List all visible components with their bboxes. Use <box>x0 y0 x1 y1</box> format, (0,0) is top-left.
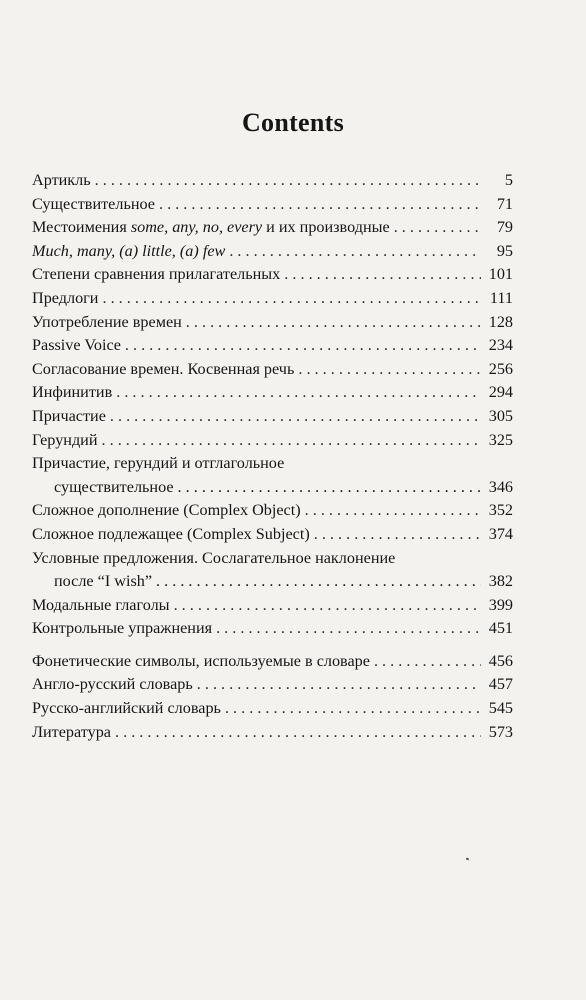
dot-leader <box>394 217 481 237</box>
toc-entry-label: Фонетические символы, используемые в словаре <box>32 651 370 670</box>
toc-entry-page: 95 <box>496 241 513 260</box>
toc-entry-label: Сложное подлежащее (Complex Subject) <box>32 524 310 543</box>
toc-entry-page: 456 <box>488 651 513 670</box>
toc-entry-label: Модальные глаголы <box>32 595 170 614</box>
toc-entry-label: Артикль <box>32 171 91 189</box>
dot-leader <box>156 571 481 591</box>
toc-entry[interactable] <box>32 595 513 615</box>
toc-appendix-entry[interactable] <box>32 674 513 694</box>
dot-leader <box>216 618 481 638</box>
toc-entry-page: 399 <box>488 595 513 614</box>
toc-entry-label: Степени сравнения прилагательных <box>32 265 281 284</box>
toc-entry[interactable] <box>32 170 513 190</box>
toc-entry-page: 374 <box>488 524 513 543</box>
print-speck <box>466 858 470 861</box>
toc-entry-page: 101 <box>488 265 513 284</box>
page-title: Contents <box>241 108 345 137</box>
toc-entry-label: Герундий <box>32 430 98 449</box>
toc-entry[interactable] <box>32 453 513 497</box>
toc-entry-label: Употребление времен <box>32 312 182 331</box>
dot-leader <box>174 595 481 615</box>
toc-entry-label-line1: Условные предложения. Сослагательное наклонение <box>32 548 396 567</box>
toc-entry-page: 573 <box>488 722 513 741</box>
toc-entry-page: 305 <box>488 406 513 425</box>
toc-entry[interactable] <box>32 217 513 237</box>
toc-entry[interactable] <box>32 430 513 450</box>
toc-entry-page: 71 <box>496 194 513 213</box>
dot-leader <box>102 288 481 308</box>
dot-leader <box>229 241 481 261</box>
toc-entry-label-italic: some, any, no, every <box>130 218 263 237</box>
toc-entry[interactable] <box>32 241 513 261</box>
toc-entry[interactable] <box>32 359 513 379</box>
toc-entry-page: 234 <box>488 336 513 355</box>
toc-entry-label-line2: существительное <box>54 477 174 496</box>
toc-entry[interactable] <box>32 500 513 520</box>
toc-entry-label: Much, many, (a) little, (a) few <box>32 241 226 260</box>
toc-entry-label: Сложное дополнение (Complex Object) <box>32 501 301 520</box>
toc-entry-page: 352 <box>488 501 513 520</box>
toc-entry-page: 457 <box>488 675 513 694</box>
toc-entry-label: Литература <box>32 722 111 741</box>
toc-entry[interactable] <box>32 264 513 284</box>
toc-entry[interactable] <box>32 194 513 214</box>
toc-entry-page: 256 <box>488 359 513 378</box>
toc-entry-page: 111 <box>489 288 513 307</box>
dot-leader <box>186 312 481 332</box>
toc-entry[interactable] <box>32 524 513 544</box>
dot-leader <box>115 722 481 742</box>
toc-entry-page: 545 <box>488 699 513 718</box>
dot-leader <box>159 194 481 214</box>
dot-leader <box>225 698 481 718</box>
dot-leader <box>305 500 481 520</box>
toc-entry-label-part: и их производные <box>262 218 390 237</box>
dot-leader <box>298 359 481 379</box>
dot-leader <box>116 382 481 402</box>
toc-entry[interactable] <box>32 548 513 592</box>
toc-entry-page: 346 <box>488 477 513 496</box>
toc-entry-label <box>32 217 390 237</box>
toc-entry-label: Причастие <box>32 406 106 425</box>
toc-entry-page: 325 <box>488 430 513 449</box>
toc-entry-label-part: Местоимения <box>32 218 131 237</box>
toc-entry-label: Англо-русский словарь <box>32 675 193 694</box>
toc-entry-label: Русско-английский словарь <box>32 699 221 718</box>
dot-leader <box>314 524 481 544</box>
dot-leader <box>178 477 481 497</box>
dot-leader <box>125 335 481 355</box>
toc-entry-label-line1: Причастие, герундий и отглагольное <box>32 454 285 473</box>
toc-entry-page: 79 <box>496 218 513 237</box>
toc-entry[interactable] <box>32 406 513 426</box>
toc-entry[interactable] <box>32 618 513 638</box>
dot-leader <box>102 430 481 450</box>
toc-entry-page: 382 <box>488 572 513 591</box>
toc-entry-page: 294 <box>488 383 513 402</box>
table-of-contents <box>32 170 513 745</box>
toc-appendix-entry[interactable] <box>32 722 513 742</box>
toc-entry-page: 451 <box>488 619 513 638</box>
dot-leader <box>110 406 481 426</box>
toc-entry-label: Passive Voice <box>32 336 121 355</box>
toc-appendix-entry[interactable] <box>32 698 513 718</box>
toc-entry[interactable] <box>32 335 513 355</box>
dot-leader <box>95 170 481 190</box>
toc-entry[interactable] <box>32 312 513 332</box>
toc-entry-label: Контрольные упражнения <box>32 619 213 638</box>
toc-entry-label: Предлоги <box>32 288 99 307</box>
toc-entry-label: Существительное <box>32 194 155 213</box>
toc-entry[interactable] <box>32 382 513 402</box>
toc-entry-label: Инфинитив <box>32 383 113 402</box>
dot-leader <box>284 264 481 284</box>
toc-entry-label: Согласование времен. Косвенная речь <box>32 359 295 378</box>
toc-entry-page: 128 <box>488 312 513 331</box>
toc-appendix-entry[interactable] <box>32 651 513 671</box>
dot-leader <box>374 651 481 671</box>
section-gap <box>32 642 513 651</box>
toc-entry-page: 5 <box>504 171 513 189</box>
toc-entry[interactable] <box>32 288 513 308</box>
toc-entry-label-line2: после “I wish” <box>54 572 153 591</box>
dot-leader <box>197 674 481 694</box>
